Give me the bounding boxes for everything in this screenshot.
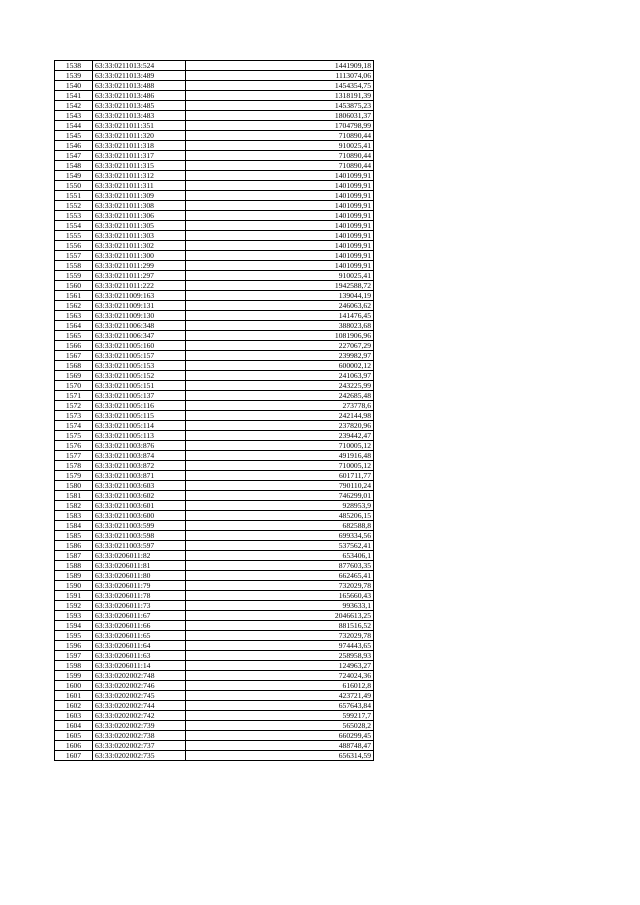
row-number-cell: 1571 (55, 391, 93, 401)
cadastral-number-cell: 63:33:0211011:297 (93, 271, 186, 281)
table-row (55, 61, 374, 71)
table-row (55, 661, 374, 671)
row-number-cell: 1566 (55, 341, 93, 351)
cadastral-number-cell: 63:33:0211013:483 (93, 111, 186, 121)
row-number-cell: 1594 (55, 621, 93, 631)
cadastral-value-cell: 993633,1 (186, 601, 374, 611)
table-row (55, 691, 374, 701)
row-number-cell: 1561 (55, 291, 93, 301)
row-number-cell: 1592 (55, 601, 93, 611)
cadastral-number-cell: 63:33:0206011:67 (93, 611, 186, 621)
row-number-cell: 1606 (55, 741, 93, 751)
table-row (55, 541, 374, 551)
cadastral-value-cell: 616012,8 (186, 681, 374, 691)
cadastral-value-cell: 237820,96 (186, 421, 374, 431)
row-number-cell: 1555 (55, 231, 93, 241)
row-number-cell: 1542 (55, 101, 93, 111)
table-row (55, 441, 374, 451)
row-number-cell: 1597 (55, 651, 93, 661)
cadastral-number-cell: 63:33:0206011:80 (93, 571, 186, 581)
cadastral-value-cell: 699334,56 (186, 531, 374, 541)
row-number-cell: 1538 (55, 61, 93, 71)
table-row (55, 131, 374, 141)
cadastral-number-cell: 63:33:0211011:311 (93, 181, 186, 191)
cadastral-number-cell: 63:33:0202002:746 (93, 681, 186, 691)
table-row (55, 141, 374, 151)
cadastral-value-cell: 565028,2 (186, 721, 374, 731)
row-number-cell: 1560 (55, 281, 93, 291)
cadastral-number-cell: 63:33:0211005:137 (93, 391, 186, 401)
cadastral-value-cell: 710890,44 (186, 151, 374, 161)
cadastral-number-cell: 63:33:0206011:81 (93, 561, 186, 571)
row-number-cell: 1570 (55, 381, 93, 391)
cadastral-number-cell: 63:33:0211011:305 (93, 221, 186, 231)
cadastral-number-cell: 63:33:0202002:739 (93, 721, 186, 731)
cadastral-value-cell: 662465,41 (186, 571, 374, 581)
cadastral-number-cell: 63:33:0211003:597 (93, 541, 186, 551)
row-number-cell: 1573 (55, 411, 93, 421)
cadastral-value-cell: 1401099,91 (186, 181, 374, 191)
table-row (55, 161, 374, 171)
table-row (55, 721, 374, 731)
row-number-cell: 1543 (55, 111, 93, 121)
cadastral-value-cell: 139044,19 (186, 291, 374, 301)
cadastral-number-cell: 63:33:0211011:351 (93, 121, 186, 131)
table-row (55, 121, 374, 131)
row-number-cell: 1582 (55, 501, 93, 511)
table-row (55, 371, 374, 381)
cadastral-value-table (54, 60, 374, 761)
cadastral-value-cell: 1401099,91 (186, 251, 374, 261)
table-row (55, 411, 374, 421)
table-row (55, 711, 374, 721)
table-row (55, 171, 374, 181)
table-row (55, 351, 374, 361)
cadastral-value-cell: 242144,98 (186, 411, 374, 421)
cadastral-value-cell: 1704798,99 (186, 121, 374, 131)
table-row (55, 191, 374, 201)
cadastral-value-cell: 790110,24 (186, 481, 374, 491)
cadastral-value-cell: 242685,48 (186, 391, 374, 401)
table-row (55, 591, 374, 601)
cadastral-value-cell: 1401099,91 (186, 171, 374, 181)
table-body (55, 61, 374, 761)
cadastral-number-cell: 63:33:0211003:602 (93, 491, 186, 501)
row-number-cell: 1603 (55, 711, 93, 721)
cadastral-value-cell: 653406,1 (186, 551, 374, 561)
cadastral-number-cell: 63:33:0211006:348 (93, 321, 186, 331)
table-row (55, 401, 374, 411)
cadastral-number-cell: 63:33:0211013:489 (93, 71, 186, 81)
cadastral-number-cell: 63:33:0211013:486 (93, 91, 186, 101)
table-row (55, 611, 374, 621)
cadastral-value-cell: 241063,97 (186, 371, 374, 381)
table-row (55, 701, 374, 711)
table-row (55, 671, 374, 681)
row-number-cell: 1596 (55, 641, 93, 651)
row-number-cell: 1605 (55, 731, 93, 741)
cadastral-number-cell: 63:33:0202002:742 (93, 711, 186, 721)
cadastral-value-cell: 710890,44 (186, 161, 374, 171)
row-number-cell: 1607 (55, 751, 93, 761)
table-row (55, 261, 374, 271)
table-row (55, 601, 374, 611)
cadastral-number-cell: 63:33:0202002:737 (93, 741, 186, 751)
row-number-cell: 1580 (55, 481, 93, 491)
table-row (55, 621, 374, 631)
cadastral-value-cell: 1401099,91 (186, 191, 374, 201)
table-row (55, 231, 374, 241)
cadastral-number-cell: 63:33:0211003:603 (93, 481, 186, 491)
cadastral-value-cell: 2046613,25 (186, 611, 374, 621)
row-number-cell: 1551 (55, 191, 93, 201)
table-row (55, 91, 374, 101)
cadastral-number-cell: 63:33:0206011:73 (93, 601, 186, 611)
table-row (55, 631, 374, 641)
cadastral-number-cell: 63:33:0211005:114 (93, 421, 186, 431)
row-number-cell: 1600 (55, 681, 93, 691)
cadastral-value-cell: 1401099,91 (186, 231, 374, 241)
row-number-cell: 1539 (55, 71, 93, 81)
cadastral-number-cell: 63:33:0211005:160 (93, 341, 186, 351)
cadastral-number-cell: 63:33:0211005:113 (93, 431, 186, 441)
table-row (55, 421, 374, 431)
cadastral-value-cell: 227067,29 (186, 341, 374, 351)
cadastral-number-cell: 63:33:0202002:738 (93, 731, 186, 741)
table-row (55, 391, 374, 401)
row-number-cell: 1601 (55, 691, 93, 701)
cadastral-number-cell: 63:33:0211003:598 (93, 531, 186, 541)
row-number-cell: 1556 (55, 241, 93, 251)
cadastral-number-cell: 63:33:0211003:601 (93, 501, 186, 511)
row-number-cell: 1549 (55, 171, 93, 181)
table-row (55, 271, 374, 281)
cadastral-number-cell: 63:33:0211011:308 (93, 201, 186, 211)
table-row (55, 281, 374, 291)
cadastral-value-cell: 1401099,91 (186, 241, 374, 251)
cadastral-value-cell: 165660,43 (186, 591, 374, 601)
row-number-cell: 1579 (55, 471, 93, 481)
cadastral-value-cell: 910025,41 (186, 141, 374, 151)
cadastral-number-cell: 63:33:0211003:876 (93, 441, 186, 451)
cadastral-value-cell: 1401099,91 (186, 201, 374, 211)
table-row (55, 461, 374, 471)
cadastral-value-cell: 682588,8 (186, 521, 374, 531)
row-number-cell: 1585 (55, 531, 93, 541)
row-number-cell: 1544 (55, 121, 93, 131)
cadastral-value-cell: 1453875,23 (186, 101, 374, 111)
cadastral-value-cell: 488748,47 (186, 741, 374, 751)
row-number-cell: 1576 (55, 441, 93, 451)
cadastral-number-cell: 63:33:0206011:82 (93, 551, 186, 561)
row-number-cell: 1557 (55, 251, 93, 261)
row-number-cell: 1558 (55, 261, 93, 271)
cadastral-value-cell: 537562,41 (186, 541, 374, 551)
cadastral-number-cell: 63:33:0211011:222 (93, 281, 186, 291)
row-number-cell: 1574 (55, 421, 93, 431)
row-number-cell: 1563 (55, 311, 93, 321)
table-row (55, 71, 374, 81)
cadastral-value-cell: 732029,78 (186, 581, 374, 591)
cadastral-number-cell: 63:33:0211011:300 (93, 251, 186, 261)
cadastral-value-cell: 928953,9 (186, 501, 374, 511)
cadastral-number-cell: 63:33:0202002:745 (93, 691, 186, 701)
table-row (55, 501, 374, 511)
table-row (55, 201, 374, 211)
cadastral-number-cell: 63:33:0211013:485 (93, 101, 186, 111)
table-row (55, 751, 374, 761)
row-number-cell: 1548 (55, 161, 93, 171)
cadastral-number-cell: 63:33:0206011:64 (93, 641, 186, 651)
row-number-cell: 1547 (55, 151, 93, 161)
cadastral-number-cell: 63:33:0206011:14 (93, 661, 186, 671)
row-number-cell: 1602 (55, 701, 93, 711)
row-number-cell: 1584 (55, 521, 93, 531)
table-row (55, 151, 374, 161)
row-number-cell: 1604 (55, 721, 93, 731)
table-row (55, 251, 374, 261)
row-number-cell: 1575 (55, 431, 93, 441)
table-row (55, 221, 374, 231)
cadastral-number-cell: 63:33:0211003:600 (93, 511, 186, 521)
cadastral-value-cell: 910025,41 (186, 271, 374, 281)
cadastral-value-cell: 724024,36 (186, 671, 374, 681)
cadastral-value-cell: 1806031,37 (186, 111, 374, 121)
row-number-cell: 1552 (55, 201, 93, 211)
table-row (55, 551, 374, 561)
cadastral-value-cell: 239982,97 (186, 351, 374, 361)
row-number-cell: 1577 (55, 451, 93, 461)
table-row (55, 641, 374, 651)
row-number-cell: 1554 (55, 221, 93, 231)
table-row (55, 731, 374, 741)
row-number-cell: 1562 (55, 301, 93, 311)
table-row (55, 241, 374, 251)
cadastral-number-cell: 63:33:0211011:302 (93, 241, 186, 251)
row-number-cell: 1588 (55, 561, 93, 571)
cadastral-value-cell: 388023,68 (186, 321, 374, 331)
cadastral-number-cell: 63:33:0211011:306 (93, 211, 186, 221)
cadastral-value-cell: 1942588,72 (186, 281, 374, 291)
cadastral-value-cell: 246063,62 (186, 301, 374, 311)
cadastral-number-cell: 63:33:0211013:488 (93, 81, 186, 91)
table-row (55, 511, 374, 521)
table-row (55, 81, 374, 91)
cadastral-number-cell: 63:33:0211005:152 (93, 371, 186, 381)
cadastral-value-cell: 1441909,18 (186, 61, 374, 71)
cadastral-number-cell: 63:33:0211011:320 (93, 131, 186, 141)
row-number-cell: 1569 (55, 371, 93, 381)
cadastral-value-cell: 273778,6 (186, 401, 374, 411)
row-number-cell: 1590 (55, 581, 93, 591)
cadastral-value-cell: 710890,44 (186, 131, 374, 141)
cadastral-value-cell: 974443,65 (186, 641, 374, 651)
cadastral-value-cell: 746299,01 (186, 491, 374, 501)
cadastral-value-cell: 881516,52 (186, 621, 374, 631)
table-row (55, 521, 374, 531)
cadastral-value-cell: 1318191,39 (186, 91, 374, 101)
row-number-cell: 1568 (55, 361, 93, 371)
cadastral-number-cell: 63:33:0211006:347 (93, 331, 186, 341)
cadastral-number-cell: 63:33:0211011:318 (93, 141, 186, 151)
row-number-cell: 1599 (55, 671, 93, 681)
row-number-cell: 1578 (55, 461, 93, 471)
cadastral-number-cell: 63:33:0202002:735 (93, 751, 186, 761)
row-number-cell: 1589 (55, 571, 93, 581)
table-row (55, 181, 374, 191)
cadastral-value-cell: 124963,27 (186, 661, 374, 671)
cadastral-number-cell: 63:33:0211009:163 (93, 291, 186, 301)
table-row (55, 481, 374, 491)
row-number-cell: 1591 (55, 591, 93, 601)
table-row (55, 571, 374, 581)
table-row (55, 531, 374, 541)
cadastral-number-cell: 63:33:0211009:131 (93, 301, 186, 311)
cadastral-number-cell: 63:33:0211005:116 (93, 401, 186, 411)
cadastral-number-cell: 63:33:0211003:871 (93, 471, 186, 481)
cadastral-value-cell: 258958,93 (186, 651, 374, 661)
cadastral-value-cell: 710005,12 (186, 461, 374, 471)
cadastral-number-cell: 63:33:0211011:317 (93, 151, 186, 161)
cadastral-number-cell: 63:33:0206011:63 (93, 651, 186, 661)
cadastral-number-cell: 63:33:0211005:151 (93, 381, 186, 391)
row-number-cell: 1559 (55, 271, 93, 281)
row-number-cell: 1587 (55, 551, 93, 561)
cadastral-number-cell: 63:33:0211011:309 (93, 191, 186, 201)
row-number-cell: 1598 (55, 661, 93, 671)
row-number-cell: 1565 (55, 331, 93, 341)
cadastral-value-cell: 599217,7 (186, 711, 374, 721)
table-row (55, 211, 374, 221)
table-row (55, 651, 374, 661)
cadastral-value-cell: 243225,99 (186, 381, 374, 391)
table-row (55, 311, 374, 321)
cadastral-value-cell: 485206,15 (186, 511, 374, 521)
cadastral-number-cell: 63:33:0206011:65 (93, 631, 186, 641)
table-row (55, 321, 374, 331)
cadastral-value-cell: 710005,12 (186, 441, 374, 451)
table-row (55, 381, 374, 391)
cadastral-value-cell: 601711,77 (186, 471, 374, 481)
table-row (55, 561, 374, 571)
cadastral-value-cell: 1081906,96 (186, 331, 374, 341)
row-number-cell: 1545 (55, 131, 93, 141)
cadastral-number-cell: 63:33:0206011:79 (93, 581, 186, 591)
cadastral-value-cell: 141476,45 (186, 311, 374, 321)
table-row (55, 431, 374, 441)
row-number-cell: 1540 (55, 81, 93, 91)
cadastral-value-cell: 1454354,75 (186, 81, 374, 91)
cadastral-number-cell: 63:33:0202002:748 (93, 671, 186, 681)
row-number-cell: 1583 (55, 511, 93, 521)
table-row (55, 581, 374, 591)
table-row (55, 291, 374, 301)
table-row (55, 471, 374, 481)
row-number-cell: 1572 (55, 401, 93, 411)
row-number-cell: 1541 (55, 91, 93, 101)
cadastral-number-cell: 63:33:0211011:299 (93, 261, 186, 271)
table-row (55, 301, 374, 311)
cadastral-number-cell: 63:33:0211011:312 (93, 171, 186, 181)
row-number-cell: 1593 (55, 611, 93, 621)
table-row (55, 681, 374, 691)
table-row (55, 361, 374, 371)
cadastral-value-cell: 1401099,91 (186, 261, 374, 271)
cadastral-number-cell: 63:33:0211013:524 (93, 61, 186, 71)
row-number-cell: 1550 (55, 181, 93, 191)
cadastral-number-cell: 63:33:0211005:115 (93, 411, 186, 421)
cadastral-number-cell: 63:33:0211009:130 (93, 311, 186, 321)
table-row (55, 331, 374, 341)
cadastral-value-cell: 423721,49 (186, 691, 374, 701)
table-row (55, 341, 374, 351)
cadastral-number-cell: 63:33:0211005:157 (93, 351, 186, 361)
cadastral-value-cell: 877603,35 (186, 561, 374, 571)
cadastral-number-cell: 63:33:0206011:66 (93, 621, 186, 631)
cadastral-number-cell: 63:33:0211003:872 (93, 461, 186, 471)
row-number-cell: 1553 (55, 211, 93, 221)
cadastral-number-cell: 63:33:0211011:303 (93, 231, 186, 241)
cadastral-value-cell: 1401099,91 (186, 221, 374, 231)
row-number-cell: 1581 (55, 491, 93, 501)
row-number-cell: 1586 (55, 541, 93, 551)
cadastral-value-cell: 732029,78 (186, 631, 374, 641)
table-row (55, 741, 374, 751)
cadastral-value-cell: 1401099,91 (186, 211, 374, 221)
row-number-cell: 1546 (55, 141, 93, 151)
table-row (55, 491, 374, 501)
cadastral-value-cell: 600002,12 (186, 361, 374, 371)
cadastral-number-cell: 63:33:0206011:78 (93, 591, 186, 601)
cadastral-number-cell: 63:33:0211003:874 (93, 451, 186, 461)
cadastral-value-cell: 656314,59 (186, 751, 374, 761)
cadastral-value-cell: 239442,47 (186, 431, 374, 441)
table-row (55, 111, 374, 121)
cadastral-number-cell: 63:33:0211011:315 (93, 161, 186, 171)
table-row (55, 101, 374, 111)
cadastral-number-cell: 63:33:0211003:599 (93, 521, 186, 531)
table-row (55, 451, 374, 461)
cadastral-value-cell: 1113074,06 (186, 71, 374, 81)
cadastral-value-cell: 657643,84 (186, 701, 374, 711)
row-number-cell: 1564 (55, 321, 93, 331)
cadastral-value-cell: 491916,48 (186, 451, 374, 461)
cadastral-number-cell: 63:33:0211005:153 (93, 361, 186, 371)
cadastral-number-cell: 63:33:0202002:744 (93, 701, 186, 711)
cadastral-value-cell: 660299,45 (186, 731, 374, 741)
row-number-cell: 1595 (55, 631, 93, 641)
row-number-cell: 1567 (55, 351, 93, 361)
